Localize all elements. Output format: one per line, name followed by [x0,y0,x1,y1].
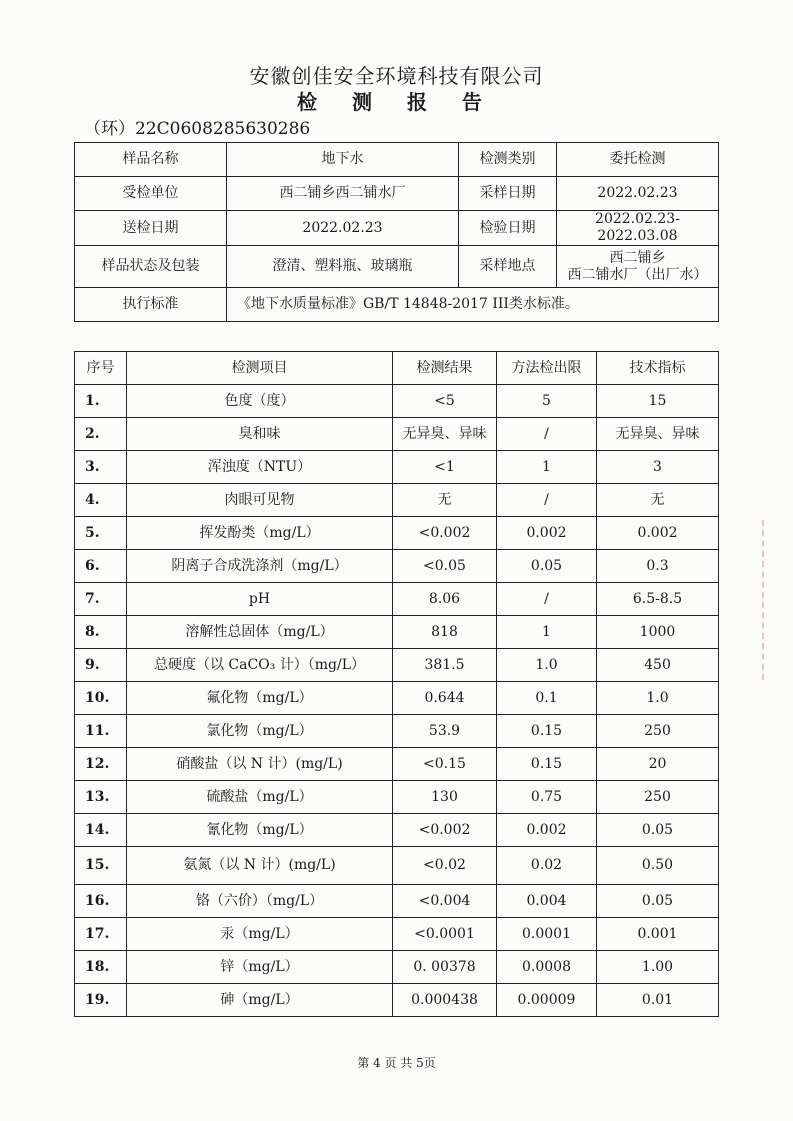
row-number: 11. [75,715,127,748]
test-result: 130 [393,781,497,814]
row-number: 9. [75,649,127,682]
test-item: 氯化物（mg/L） [127,715,393,748]
table-row [75,951,719,984]
technical-spec: 6.5-8.5 [597,583,719,616]
detection-limit: 0.02 [497,847,597,885]
technical-spec: 250 [597,781,719,814]
technical-spec: 无异臭、异味 [597,418,719,451]
row-number: 12. [75,748,127,781]
sample-info-table [74,142,719,322]
header-cell: 检测结果 [393,352,497,385]
table-row [75,616,719,649]
info-label: 检测类别 [459,143,557,177]
detection-limit: / [497,484,597,517]
detection-limit: 5 [497,385,597,418]
info-value: 澄清、塑料瓶、玻璃瓶 [227,246,459,288]
test-item: 总硬度（以 CaCO₃ 计）（mg/L） [127,649,393,682]
table-row [75,517,719,550]
detection-limit: 0.75 [497,781,597,814]
table-row [75,814,719,847]
test-result: 53.9 [393,715,497,748]
table-row [75,748,719,781]
info-value: 2022.02.23 [557,177,719,211]
test-result: 0.000438 [393,984,497,1017]
technical-spec: 1.0 [597,682,719,715]
info-label: 样品状态及包装 [75,246,227,288]
test-result: 381.5 [393,649,497,682]
detection-limit: / [497,418,597,451]
table-row [75,918,719,951]
test-item: 铬（六价）（mg/L） [127,885,393,918]
test-result: <0.02 [393,847,497,885]
table-row [75,550,719,583]
table-row [75,583,719,616]
results-header-row [75,352,719,385]
test-result: 0.644 [393,682,497,715]
detection-limit: 1.0 [497,649,597,682]
detection-limit: 0.00009 [497,984,597,1017]
test-result: <0.002 [393,814,497,847]
technical-spec: 0.001 [597,918,719,951]
location-line-2: 西二铺水厂（出厂水） [567,266,708,283]
info-row [75,246,719,288]
standard-value: 《地下水质量标准》GB/T 14848-2017 III类水标准。 [227,288,719,322]
technical-spec: 无 [597,484,719,517]
row-number: 15. [75,847,127,885]
row-number: 5. [75,517,127,550]
info-label: 受检单位 [75,177,227,211]
test-result: <0.0001 [393,918,497,951]
test-result: 0. 00378 [393,951,497,984]
table-row [75,984,719,1017]
info-label: 样品名称 [75,143,227,177]
detection-limit: 0.15 [497,748,597,781]
test-item: 汞（mg/L） [127,918,393,951]
row-number: 17. [75,918,127,951]
table-row [75,885,719,918]
test-item: 色度（度） [127,385,393,418]
technical-spec: 3 [597,451,719,484]
detection-limit: 0.004 [497,885,597,918]
info-label: 执行标准 [75,288,227,322]
test-result: 8.06 [393,583,497,616]
table-row [75,418,719,451]
table-row [75,682,719,715]
test-result: 818 [393,616,497,649]
technical-spec: 0.002 [597,517,719,550]
table-row [75,847,719,885]
test-item: 阴离子合成洗涤剂（mg/L） [127,550,393,583]
test-result: <5 [393,385,497,418]
test-result: <1 [393,451,497,484]
report-number: （环）22C0608285630286 [84,119,311,139]
table-row [75,385,719,418]
test-item: 氰化物（mg/L） [127,814,393,847]
row-number: 14. [75,814,127,847]
results-table [74,351,719,1017]
detection-limit: 0.15 [497,715,597,748]
test-result: 无异臭、异味 [393,418,497,451]
technical-spec: 15 [597,385,719,418]
company-name: 安徽创佳安全环境科技有限公司 [249,64,544,88]
test-result: <0.004 [393,885,497,918]
row-number: 1. [75,385,127,418]
test-result: 无 [393,484,497,517]
info-label: 采样地点 [459,246,557,288]
test-item: 砷（mg/L） [127,984,393,1017]
technical-spec: 250 [597,715,719,748]
row-number: 19. [75,984,127,1017]
header-cell: 技术指标 [597,352,719,385]
info-label: 采样日期 [459,177,557,211]
test-item: pH [127,583,393,616]
test-item: 硝酸盐（以 N 计）(mg/L) [127,748,393,781]
technical-spec: 0.01 [597,984,719,1017]
detection-limit: 0.002 [497,814,597,847]
info-value: 委托检测 [557,143,719,177]
table-row [75,649,719,682]
test-result: <0.15 [393,748,497,781]
test-item: 硫酸盐（mg/L） [127,781,393,814]
detection-limit: 0.05 [497,550,597,583]
row-number: 7. [75,583,127,616]
document-title: 检 测 报 告 [297,90,496,114]
test-item: 浑浊度（NTU） [127,451,393,484]
technical-spec: 20 [597,748,719,781]
row-number: 13. [75,781,127,814]
info-value: 2022.02.23-2022.03.08 [557,211,719,246]
table-row [75,781,719,814]
test-result: <0.002 [393,517,497,550]
detection-limit: 0.1 [497,682,597,715]
info-label: 送检日期 [75,211,227,246]
row-number: 18. [75,951,127,984]
info-row [75,143,719,177]
test-item: 挥发酚类（mg/L） [127,517,393,550]
header-cell: 检测项目 [127,352,393,385]
table-row [75,451,719,484]
header-cell: 方法检出限 [497,352,597,385]
header-cell: 序号 [75,352,127,385]
test-result: <0.05 [393,550,497,583]
technical-spec: 450 [597,649,719,682]
detection-limit: 1 [497,451,597,484]
row-number: 6. [75,550,127,583]
technical-spec: 0.3 [597,550,719,583]
technical-spec: 0.05 [597,885,719,918]
test-item: 溶解性总固体（mg/L） [127,616,393,649]
page-footer: 第 4 页 共 5页 [357,1056,436,1070]
info-row [75,177,719,211]
row-number: 4. [75,484,127,517]
detection-limit: 1 [497,616,597,649]
info-value [557,246,719,288]
seal-stamp [762,520,793,680]
technical-spec: 1000 [597,616,719,649]
detection-limit: / [497,583,597,616]
row-number: 8. [75,616,127,649]
info-row [75,288,719,322]
row-number: 16. [75,885,127,918]
test-item: 氟化物（mg/L） [127,682,393,715]
detection-limit: 0.0008 [497,951,597,984]
row-number: 3. [75,451,127,484]
test-item: 肉眼可见物 [127,484,393,517]
info-row [75,211,719,246]
info-label: 检验日期 [459,211,557,246]
detection-limit: 0.002 [497,517,597,550]
technical-spec: 1.00 [597,951,719,984]
test-item: 锌（mg/L） [127,951,393,984]
detection-limit: 0.0001 [497,918,597,951]
technical-spec: 0.50 [597,847,719,885]
test-item: 氨氮（以 N 计）(mg/L) [127,847,393,885]
location-line-1: 西二铺乡 [609,249,666,266]
test-item: 臭和味 [127,418,393,451]
table-row [75,484,719,517]
table-row [75,715,719,748]
info-value: 2022.02.23 [227,211,459,246]
row-number: 10. [75,682,127,715]
info-value: 西二铺乡西二铺水厂 [227,177,459,211]
row-number: 2. [75,418,127,451]
technical-spec: 0.05 [597,814,719,847]
info-value: 地下水 [227,143,459,177]
